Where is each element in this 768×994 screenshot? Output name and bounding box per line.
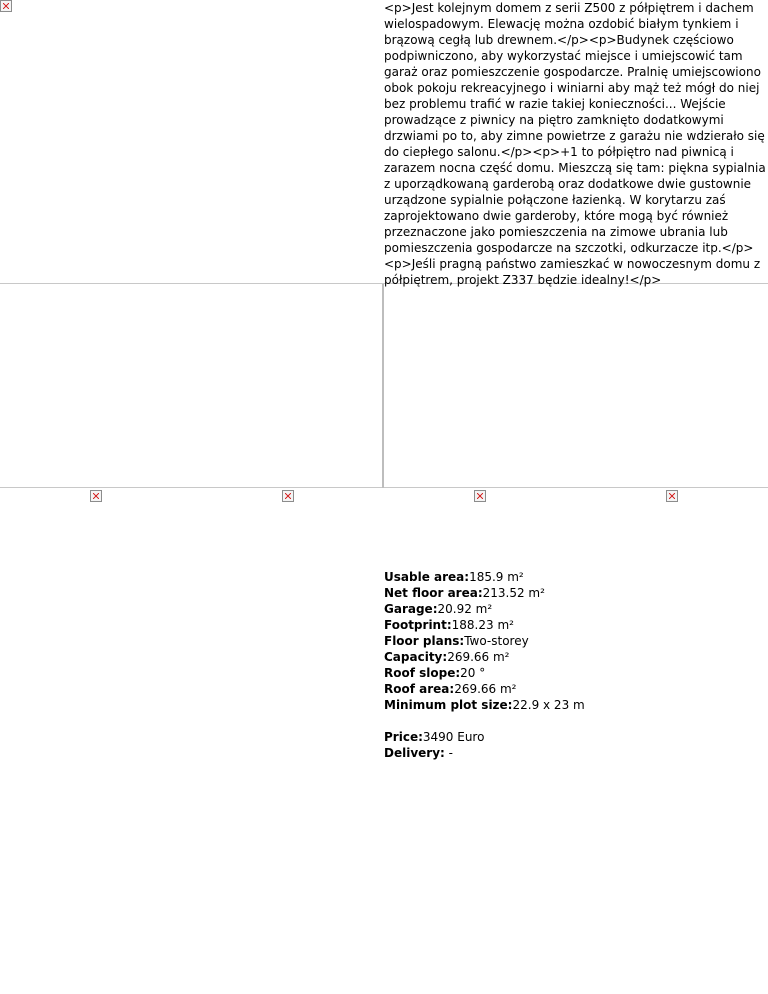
spec-garage: Garage:20.92 m² — [384, 602, 493, 616]
broken-image-icon[interactable] — [666, 490, 678, 502]
description-row — [0, 0, 768, 287]
spec-minimum-plot-size: Minimum plot size:22.9 x 23 m — [384, 698, 585, 712]
delivery-line: Delivery: - — [384, 746, 453, 760]
spec-capacity: Capacity:269.66 m² — [384, 650, 510, 664]
spec-footprint: Footprint:188.23 m² — [384, 618, 514, 632]
spec-floor-plans: Floor plans:Two-storey — [384, 634, 529, 648]
broken-image-icon[interactable] — [474, 490, 486, 502]
price-line: Price:3490 Euro — [384, 730, 485, 744]
specs-list — [384, 569, 768, 761]
spec-roof-area: Roof area:269.66 m² — [384, 682, 517, 696]
description-text: <p>Jest kolejnym domem z serii Z500 z półpiętrem i dachem wielospadowym. Elewację można ozdobić białym tynkiem i brązową cegłą lub drewnem.</p><p>Budynek częściowo podpiwniczono, aby wykorzystać miejsce i umiejscowić tam garaż oraz pomieszczenie gospodarcze. Pralnię umiejscowiono obok pokoju rekreacyjnego i winiarni aby mąż też mógł do niej bez problemu trafić w razie takiej konieczności... Wejście prowadzące z piwnicy na piętro zamknięto dodatkowymi drzwiami po to, aby zimne powietrze z garażu nie wdzierało się do ciepłego salonu.</p><p>+1 to półpiętro nad piwnicą i zarazem nocna część domu. Mieszczą się tam: piękna sypialnia z uporządkowaną garderobą oraz dodatkowe dwie gustownie urządzone sypialnie połączone łazienką. W korytarzu zaś zaprojektowano dwie garderoby, które mogą być również przeznaczone jako pomieszczenia na zimowe ubrania lub pomieszczenia gospodarcze na szczotki, odkurzacze itp.</p><p>Jeśli pragną państwo zamieszkać w nowoczesnym domu z półpiętrem, projekt Z337 będzie idealny!</p> — [384, 1, 766, 287]
spec-net-floor-area: Net floor area:213.52 m² — [384, 586, 545, 600]
spec-roof-slope: Roof slope:20 ° — [384, 666, 486, 680]
broken-image-icon[interactable] — [282, 490, 294, 502]
specs-row — [0, 284, 768, 760]
spec-spacer — [384, 713, 768, 729]
broken-image-icon[interactable] — [0, 0, 12, 12]
column-divider — [382, 284, 384, 488]
spec-usable-area: Usable area:185.9 m² — [384, 570, 524, 584]
broken-image-icon[interactable] — [90, 490, 102, 502]
